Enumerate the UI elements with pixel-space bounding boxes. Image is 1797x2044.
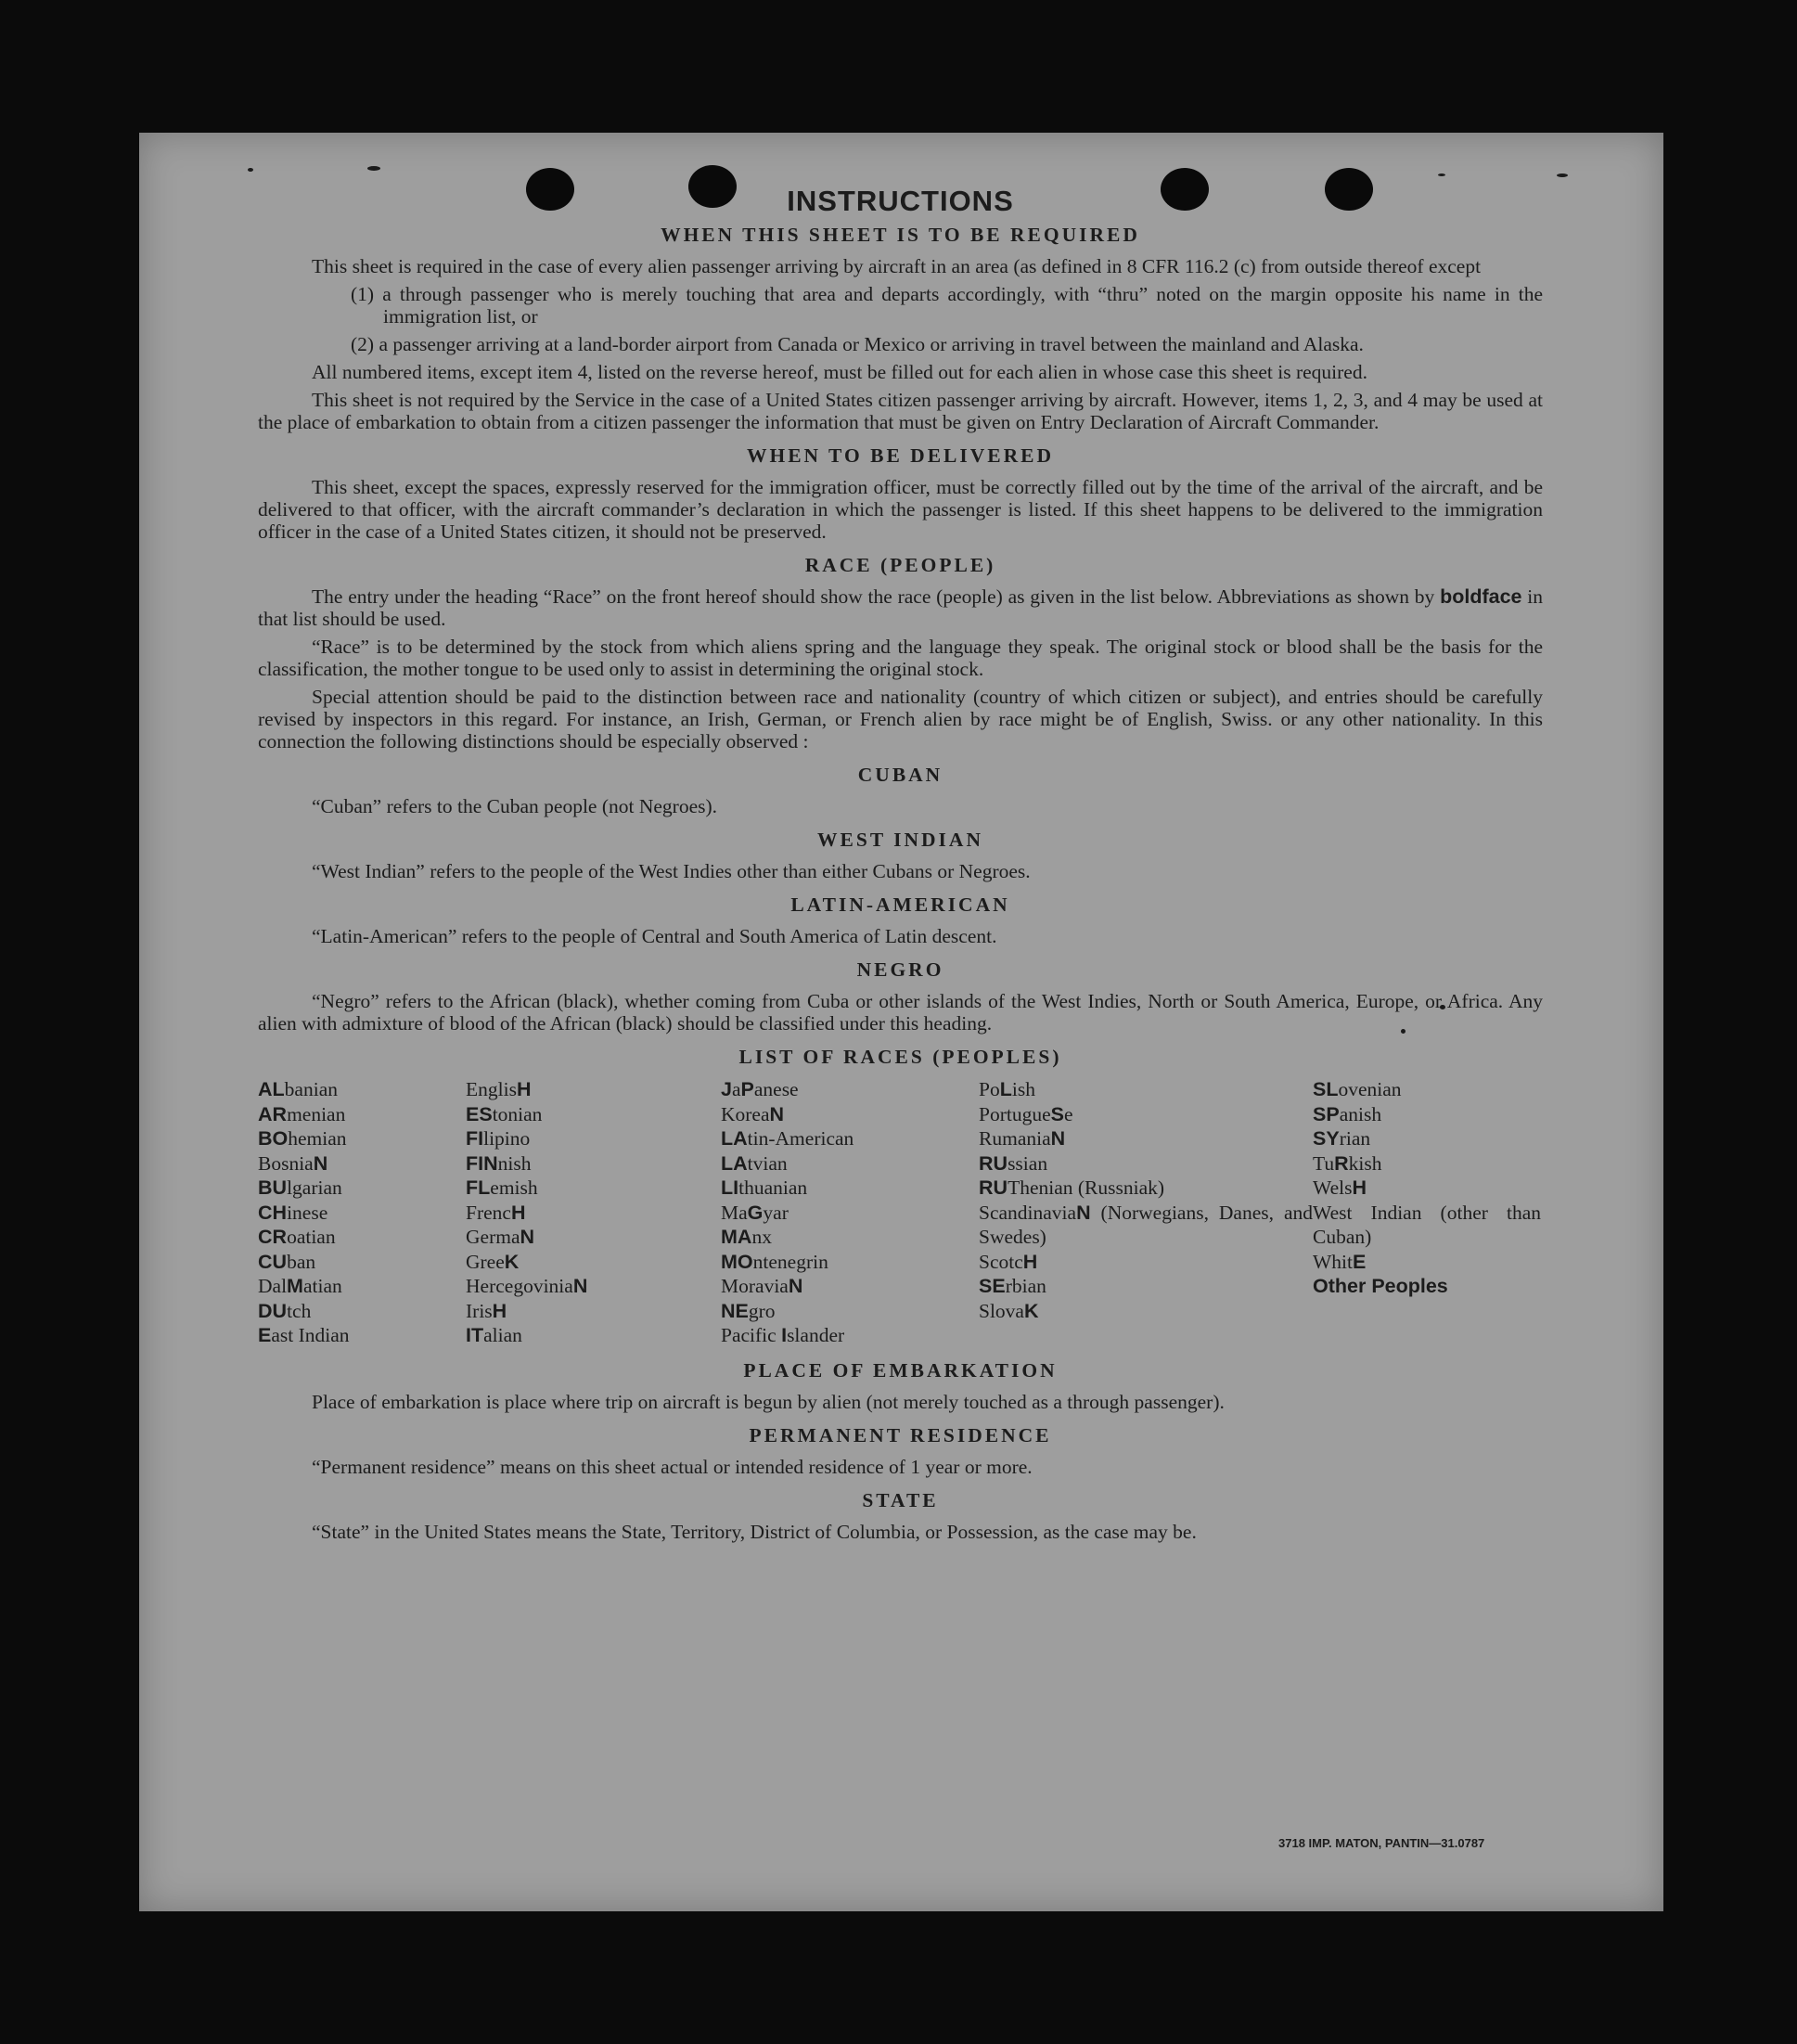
race-abbreviation: AL bbox=[258, 1078, 285, 1100]
race-abbreviation: CH bbox=[258, 1201, 288, 1224]
paragraph: “State” in the United States means the State, Territory, District of Columbia, or Possession, as the case may be. bbox=[312, 1520, 1197, 1543]
race-text: Bosnia bbox=[258, 1151, 314, 1175]
race-text: tvian bbox=[747, 1151, 788, 1175]
race-text: Hercegovinia bbox=[466, 1275, 573, 1297]
race-text: Rumania bbox=[979, 1127, 1051, 1150]
race-text: Scandinavia bbox=[979, 1201, 1077, 1224]
race-text: lgarian bbox=[287, 1176, 342, 1199]
race-entry bbox=[466, 1225, 721, 1250]
speck bbox=[1557, 174, 1568, 177]
list-item: (2) a passenger arriving at a land-border airport from Canada or Mexico or arriving in travel between the mainland and Alaska. bbox=[351, 333, 1364, 355]
race-text: yar bbox=[763, 1201, 789, 1224]
paragraph: “Permanent residence” means on this sheet actual or intended residence of 1 year or more. bbox=[312, 1455, 1033, 1478]
section-heading: PERMANENT RESIDENCE bbox=[749, 1423, 1052, 1446]
race-text: ish bbox=[1011, 1078, 1035, 1100]
race-list bbox=[258, 1077, 1543, 1348]
race-text: anese bbox=[753, 1078, 799, 1100]
race-entry bbox=[721, 1151, 979, 1176]
race-text: rbian bbox=[1005, 1275, 1046, 1297]
race-entry bbox=[466, 1250, 721, 1275]
race-abbreviation: SL bbox=[1313, 1078, 1339, 1100]
race-text: ssian bbox=[1008, 1151, 1048, 1175]
race-entry bbox=[466, 1299, 721, 1324]
race-entry bbox=[721, 1126, 979, 1151]
race-abbreviation: FI bbox=[466, 1127, 484, 1150]
text-run: in that list should be used. bbox=[258, 585, 1544, 630]
race-abbreviation: J bbox=[721, 1078, 732, 1100]
race-entry bbox=[258, 1274, 466, 1299]
race-text: Portugue bbox=[979, 1102, 1051, 1125]
race-text: hemian bbox=[288, 1127, 347, 1150]
race-abbreviation: K bbox=[1023, 1299, 1039, 1322]
race-text: menian bbox=[287, 1102, 346, 1125]
speck bbox=[1438, 174, 1445, 176]
paragraph: “Cuban” refers to the Cuban people (not Negroes). bbox=[312, 795, 718, 817]
race-text: Germa bbox=[466, 1226, 520, 1248]
race-entry bbox=[721, 1250, 979, 1275]
race-abbreviation: IT bbox=[466, 1324, 484, 1346]
race-entry bbox=[979, 1102, 1313, 1127]
race-text: gro bbox=[748, 1299, 776, 1322]
list-item: (1) a through passenger who is merely touching that area and departs accordingly, with “thru” noted on the margin opposite his name in the immigration list, or bbox=[351, 283, 1543, 328]
race-text: Pacific bbox=[721, 1324, 782, 1346]
text-run: The entry under the heading “Race” on the front hereof should show the race (people) as given in the list below. Abbreviations as shown by bbox=[312, 585, 1435, 608]
race-abbreviation: H bbox=[1352, 1176, 1367, 1199]
printer-imprint: 3718 IMP. MATON, PANTIN—31.0787 bbox=[1278, 1836, 1485, 1850]
race-text: Scotc bbox=[979, 1250, 1023, 1273]
race-entry bbox=[721, 1176, 979, 1201]
speck bbox=[367, 166, 380, 171]
paragraph: “Negro” refers to the African (black), whether coming from Cuba or other islands of the West Indies, North or South America, Europe, or Africa. Any alien with admixture of blood of the African (black) should be classified under this heading. bbox=[258, 990, 1543, 1035]
race-abbreviation: Other Peoples bbox=[1313, 1275, 1448, 1297]
race-abbreviation: LI bbox=[721, 1176, 739, 1199]
race-text: Ma bbox=[721, 1201, 748, 1224]
race-text: Gree bbox=[466, 1250, 505, 1273]
paragraph: “West Indian” refers to the people of the West Indies other than either Cubans or Negroes. bbox=[312, 860, 1031, 882]
race-entry bbox=[721, 1077, 979, 1102]
race-entry bbox=[979, 1250, 1313, 1275]
race-text: alian bbox=[483, 1324, 522, 1346]
race-text: nish bbox=[497, 1151, 532, 1175]
race-abbreviation: I bbox=[781, 1324, 788, 1346]
race-entry bbox=[721, 1102, 979, 1127]
race-entry bbox=[258, 1323, 466, 1348]
section-heading: WHEN THIS SHEET IS TO BE REQUIRED bbox=[661, 224, 1140, 246]
section-heading: WHEN TO BE DELIVERED bbox=[746, 444, 1055, 467]
race-entry bbox=[979, 1077, 1313, 1102]
race-abbreviation: E bbox=[258, 1324, 272, 1346]
race-abbreviation: MO bbox=[721, 1250, 753, 1273]
race-entry bbox=[258, 1077, 466, 1102]
section-heading: PLACE OF EMBARKATION bbox=[743, 1358, 1058, 1382]
race-text: Korea bbox=[721, 1102, 770, 1125]
paragraph bbox=[258, 585, 1543, 630]
race-entry bbox=[979, 1176, 1313, 1201]
race-abbreviation: N bbox=[1076, 1201, 1091, 1224]
race-entry bbox=[258, 1176, 466, 1201]
race-entry bbox=[258, 1126, 466, 1151]
race-abbreviation: H bbox=[1022, 1250, 1038, 1273]
race-entry bbox=[721, 1201, 979, 1226]
race-text: tch bbox=[287, 1299, 312, 1322]
race-abbreviation: G bbox=[747, 1201, 764, 1224]
boldface-word: boldface bbox=[1440, 585, 1522, 608]
race-text: ban bbox=[287, 1250, 316, 1273]
race-text: emish bbox=[490, 1176, 538, 1199]
race-entry bbox=[1313, 1201, 1541, 1250]
race-abbreviation: DU bbox=[258, 1299, 288, 1322]
race-column bbox=[466, 1077, 721, 1348]
race-text: Wels bbox=[1313, 1176, 1353, 1199]
race-text: oatian bbox=[287, 1226, 336, 1248]
race-entry bbox=[1313, 1102, 1541, 1127]
instructions-content bbox=[258, 185, 1544, 1549]
race-abbreviation: N bbox=[572, 1275, 588, 1297]
race-text: rian bbox=[1339, 1127, 1371, 1150]
paragraph: “Race” is to be determined by the stock from which aliens spring and the language they speak. The original stock or blood shall be the basis for the classification, the mother tongue to be used only to assist in determining the original stock. bbox=[258, 636, 1543, 680]
race-entry bbox=[466, 1323, 721, 1348]
race-entry bbox=[258, 1299, 466, 1324]
race-text: atian bbox=[302, 1275, 342, 1297]
section-heading: LIST OF RACES (PEOPLES) bbox=[738, 1046, 1062, 1068]
race-entry bbox=[721, 1323, 979, 1348]
race-entry bbox=[258, 1225, 466, 1250]
race-text: Frenc bbox=[466, 1201, 511, 1224]
race-abbreviation: H bbox=[510, 1201, 526, 1224]
race-entry bbox=[258, 1102, 466, 1127]
race-entry bbox=[1313, 1151, 1541, 1176]
race-abbreviation: SE bbox=[979, 1275, 1006, 1297]
paragraph: This sheet is not required by the Service in the case of a United States citizen passenger arriving by aircraft. However, items 1, 2, 3, and 4 may be used at the place of embarkation to obtain from a citizen passenger the information that must be given on Entry Declaration of Aircraft Commander. bbox=[258, 389, 1543, 433]
race-entry bbox=[721, 1274, 979, 1299]
section-heading: NEGRO bbox=[856, 958, 944, 981]
race-text: lipino bbox=[483, 1127, 531, 1150]
race-entry bbox=[466, 1102, 721, 1127]
race-abbreviation: S bbox=[1050, 1102, 1064, 1125]
race-entry bbox=[1313, 1250, 1541, 1275]
paragraph: Special attention should be paid to the distinction between race and nationality (country of which citizen or subject), and entries should be carefully revised by inspectors in this regard. For instance, an Irish, German, or French alien by race might be of English, Swiss. or any other nationality. In this connection the following distinctions should be especially observed : bbox=[258, 686, 1543, 752]
race-text: West Indian (other than Cuban) bbox=[1313, 1201, 1541, 1248]
race-abbreviation: CR bbox=[258, 1226, 288, 1248]
race-abbreviation: SP bbox=[1313, 1102, 1340, 1125]
race-entry bbox=[258, 1201, 466, 1226]
race-abbreviation: AR bbox=[258, 1102, 288, 1125]
race-text: e bbox=[1063, 1102, 1073, 1125]
race-text: Englis bbox=[466, 1078, 517, 1100]
race-text: (Norwegians, Danes, and Swedes) bbox=[979, 1201, 1313, 1248]
race-abbreviation: K bbox=[504, 1250, 520, 1273]
paragraph: This sheet, except the spaces, expressly reserved for the immigration officer, must be correctly filled out by the time of the arrival of the aircraft, and be delivered to that officer, with the aircraft commander’s declaration in which the passenger is listed. If this sheet happens to be delivered to the immigration officer in the case of a United States citizen, it should not be preserved. bbox=[258, 476, 1543, 543]
race-entry bbox=[258, 1151, 466, 1176]
paragraph: This sheet is required in the case of every alien passenger arriving by aircraft in an area (as defined in 8 CFR 116.2 (c) from outside thereof except bbox=[312, 255, 1482, 277]
race-text: banian bbox=[284, 1078, 338, 1100]
section-heading: STATE bbox=[862, 1488, 939, 1511]
race-abbreviation: E bbox=[1353, 1250, 1367, 1273]
race-entry bbox=[1313, 1176, 1541, 1201]
race-abbreviation: LA bbox=[721, 1151, 748, 1175]
race-text: Po bbox=[979, 1078, 1000, 1100]
race-abbreviation: H bbox=[516, 1078, 532, 1100]
paragraph: Place of embarkation is place where trip on aircraft is begun by alien (not merely touched as a through passenger). bbox=[312, 1390, 1225, 1413]
race-abbreviation: N bbox=[769, 1102, 785, 1125]
race-abbreviation: MA bbox=[721, 1226, 752, 1248]
race-abbreviation: N bbox=[788, 1275, 803, 1297]
race-text: tonian bbox=[492, 1102, 543, 1125]
race-column bbox=[258, 1077, 466, 1348]
race-text: nx bbox=[751, 1226, 772, 1248]
race-text: inese bbox=[287, 1201, 328, 1224]
section-heading: LATIN-AMERICAN bbox=[790, 893, 1010, 916]
race-entry bbox=[466, 1201, 721, 1226]
race-text: Thenian (Russniak) bbox=[1008, 1176, 1165, 1199]
race-entry bbox=[979, 1126, 1313, 1151]
document-sheet bbox=[139, 133, 1663, 1911]
race-entry bbox=[258, 1250, 466, 1275]
race-abbreviation: CU bbox=[258, 1250, 288, 1273]
race-abbreviation: BU bbox=[258, 1176, 288, 1199]
race-entry bbox=[466, 1274, 721, 1299]
race-abbreviation: P bbox=[740, 1078, 754, 1100]
race-entry bbox=[1313, 1126, 1541, 1151]
race-text: ovenian bbox=[1338, 1078, 1402, 1100]
race-text: ast Indian bbox=[271, 1324, 350, 1346]
race-abbreviation: RU bbox=[979, 1151, 1008, 1175]
race-entry bbox=[1313, 1077, 1541, 1102]
race-text: thuanian bbox=[738, 1176, 808, 1199]
race-entry bbox=[721, 1225, 979, 1250]
race-text: anish bbox=[1339, 1102, 1382, 1125]
race-abbreviation: SY bbox=[1313, 1127, 1340, 1150]
race-entry bbox=[979, 1299, 1313, 1324]
race-text: Iris bbox=[466, 1299, 493, 1322]
race-abbreviation: M bbox=[287, 1275, 303, 1297]
race-abbreviation: RU bbox=[979, 1176, 1008, 1199]
race-abbreviation: NE bbox=[721, 1299, 749, 1322]
race-text: slander bbox=[787, 1324, 845, 1346]
race-entry bbox=[466, 1126, 721, 1151]
race-entry bbox=[979, 1201, 1313, 1250]
race-abbreviation: H bbox=[492, 1299, 507, 1322]
race-text: Whit bbox=[1313, 1250, 1353, 1273]
race-abbreviation: FL bbox=[466, 1176, 491, 1199]
race-text: Dal bbox=[258, 1275, 288, 1297]
race-abbreviation: FIN bbox=[466, 1151, 498, 1175]
race-text: a bbox=[731, 1078, 741, 1100]
race-text: Moravia bbox=[721, 1275, 789, 1297]
race-text: tin-American bbox=[747, 1127, 854, 1150]
race-abbreviation: N bbox=[1050, 1127, 1066, 1150]
section-heading: WEST INDIAN bbox=[817, 829, 983, 851]
page-title: INSTRUCTIONS bbox=[787, 185, 1014, 217]
race-text: kish bbox=[1348, 1151, 1382, 1175]
paragraph: “Latin-American” refers to the people of Central and South America of Latin descent. bbox=[312, 925, 997, 947]
race-abbreviation: N bbox=[313, 1151, 328, 1175]
race-entry bbox=[979, 1151, 1313, 1176]
race-abbreviation: BO bbox=[258, 1127, 289, 1150]
race-text: Tu bbox=[1313, 1151, 1335, 1175]
paragraph: All numbered items, except item 4, listed on the reverse hereof, must be filled out for each alien in whose case this sheet is required. bbox=[312, 361, 1367, 383]
speck bbox=[248, 168, 253, 172]
race-entry bbox=[466, 1176, 721, 1201]
race-abbreviation: R bbox=[1334, 1151, 1349, 1175]
race-entry bbox=[466, 1151, 721, 1176]
race-entry bbox=[979, 1274, 1313, 1299]
race-abbreviation: L bbox=[999, 1078, 1012, 1100]
race-text: Slova bbox=[979, 1299, 1024, 1322]
race-entry bbox=[721, 1299, 979, 1324]
race-column bbox=[1313, 1077, 1541, 1348]
race-abbreviation: LA bbox=[721, 1127, 748, 1150]
race-column bbox=[721, 1077, 979, 1348]
race-entry bbox=[1313, 1274, 1541, 1299]
race-column bbox=[979, 1077, 1313, 1348]
race-entry bbox=[466, 1077, 721, 1102]
section-heading: RACE (PEOPLE) bbox=[804, 554, 996, 576]
race-text: ntenegrin bbox=[752, 1250, 828, 1273]
race-abbreviation: ES bbox=[466, 1102, 493, 1125]
section-heading: CUBAN bbox=[857, 764, 943, 786]
race-abbreviation: N bbox=[520, 1226, 535, 1248]
